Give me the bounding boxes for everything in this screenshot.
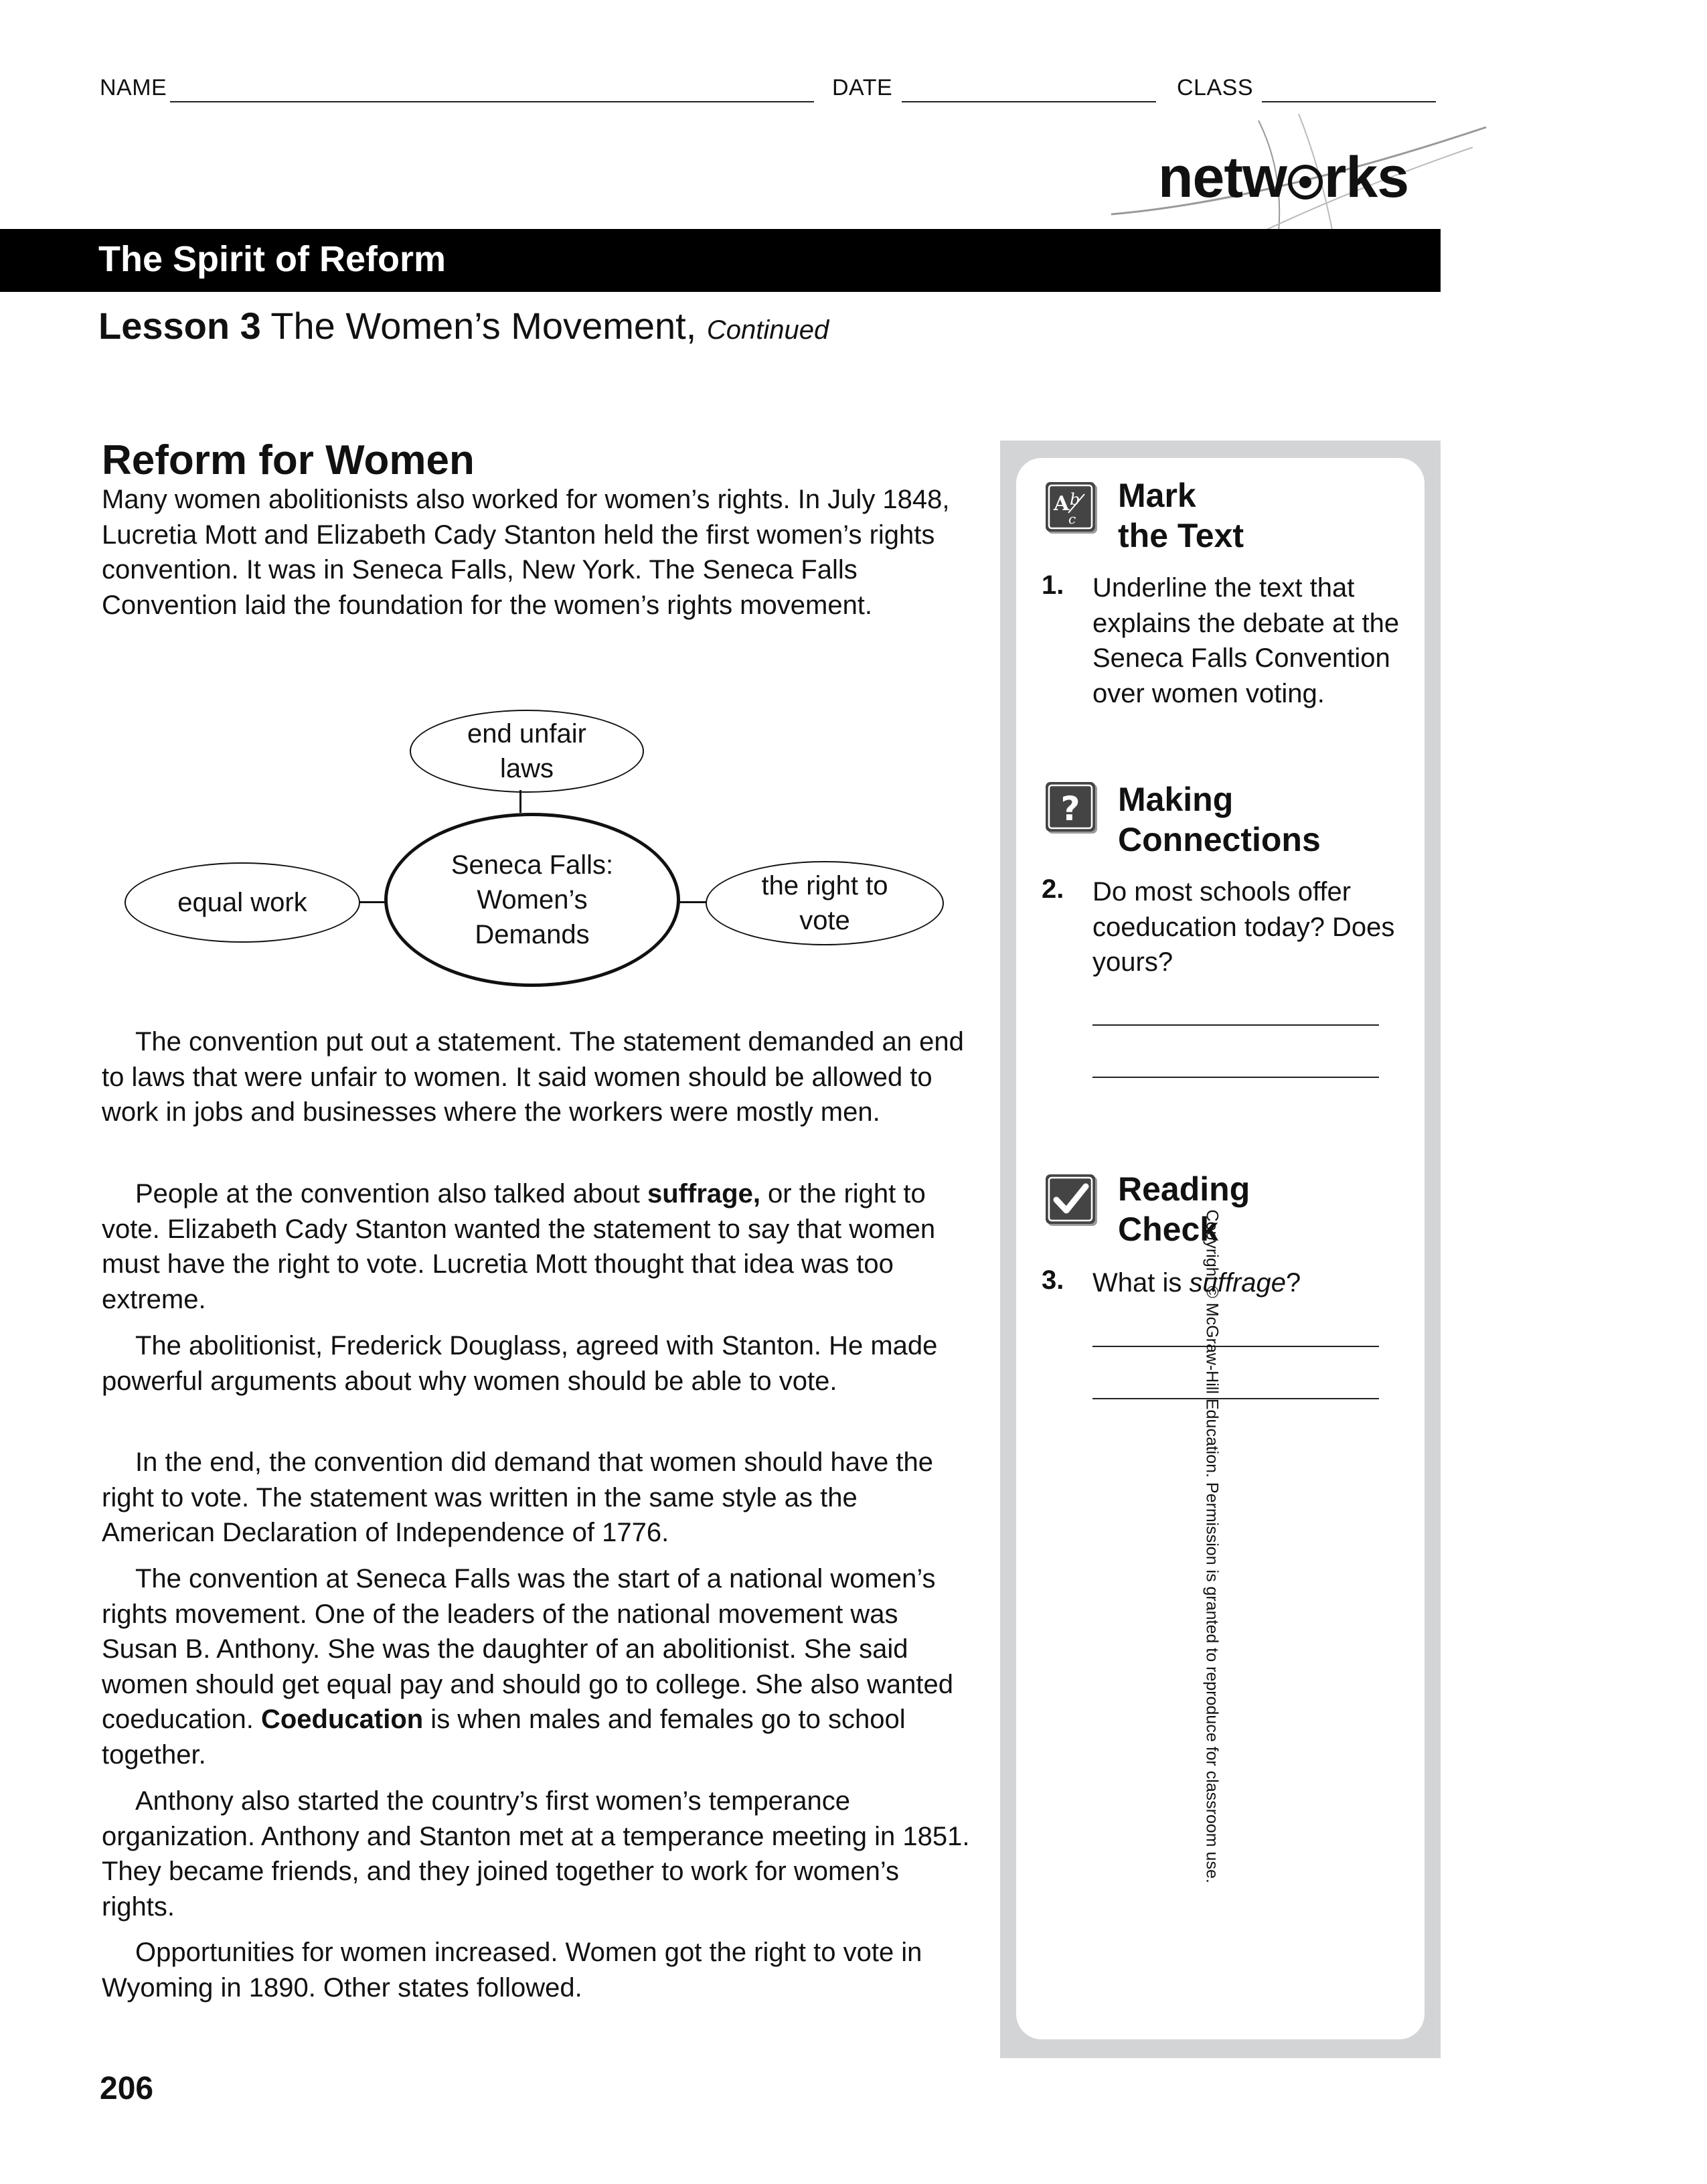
center-line2: Women’s xyxy=(477,885,588,915)
question-3-b: ? xyxy=(1286,1268,1301,1298)
demand-oval-right xyxy=(706,861,944,945)
name-blank[interactable] xyxy=(170,101,814,102)
question-2-text: Do most schools offer coeducation today? Does yours? xyxy=(1092,877,1395,977)
mark-text-heading xyxy=(1118,475,1244,556)
demand-oval-center xyxy=(384,813,680,987)
date-blank[interactable] xyxy=(902,101,1156,102)
demand-top-line2: laws xyxy=(499,754,554,783)
question-3-a: What is xyxy=(1092,1268,1190,1298)
paragraph-6: Anthony also started the country’s first women’s temperance organization. Anthony and Stanton met at a temperance meeting in 1851. They became friends, and they joined together to work for women’s rights. xyxy=(102,1786,970,1922)
demand-top-line1: end unfair xyxy=(467,719,586,749)
svg-text:b: b xyxy=(1070,490,1080,509)
svg-text:?: ? xyxy=(1060,789,1080,828)
question-1-number: 1. xyxy=(1042,570,1064,600)
lesson-label: Lesson 3 xyxy=(98,305,261,347)
making-heading-2: Connections xyxy=(1118,821,1321,858)
question-3-term: suffrage xyxy=(1189,1268,1287,1298)
term-coeducation: Coeducation xyxy=(260,1705,424,1734)
intro-paragraph: Many women abolitionists also worked for women’s rights. In July 1848, Lucretia Mott and Elizabeth Cady Stanton held the first women’s rights convention. It was in Seneca Falls, New York. The Seneca Falls Convention laid the foundation for the women’s rights movement. xyxy=(102,485,950,620)
svg-text:A: A xyxy=(1054,492,1070,516)
logo-prefix: netw xyxy=(1158,145,1287,210)
paragraph-1: The convention put out a statement. The statement demanded an end to laws that were unfair to women. It said women should be allowed to work in jobs and businesses where the workers were mostly men. xyxy=(102,1027,964,1127)
mark-heading-1: Mark xyxy=(1118,477,1196,514)
demand-oval-top xyxy=(410,710,644,793)
answer-3-line-2[interactable] xyxy=(1092,1398,1379,1399)
demand-right-line2: vote xyxy=(799,906,850,935)
lesson-continued: Continued xyxy=(706,315,829,345)
date-label: DATE xyxy=(832,75,893,100)
demand-right-line1: the right to xyxy=(761,871,888,901)
name-label: NAME xyxy=(100,75,167,100)
svg-text:c: c xyxy=(1068,511,1076,527)
question-2-number: 2. xyxy=(1042,874,1064,904)
term-suffrage: suffrage, xyxy=(647,1179,760,1208)
copyright-notice: Copyright © McGraw-Hill Education. Permission is granted to reproduce for classroom use. xyxy=(1202,1209,1222,1883)
checkmark-icon xyxy=(1046,1174,1095,1224)
question-3-text xyxy=(1092,1265,1407,1301)
paragraph-5-a: The convention at Seneca Falls was the start of a national women’s rights movement. One of the leaders of the national movement was Susan B. Anthony. She was the daughter of an abolitionist. She said women should get equal pay and should go to college. She also wanted coeducation. xyxy=(102,1564,954,1734)
paragraph-2 xyxy=(102,1176,972,1317)
mark-text-icon xyxy=(1046,482,1095,532)
lesson-title xyxy=(98,304,829,347)
mark-heading-2: the Text xyxy=(1118,517,1244,554)
answer-2-line-1[interactable] xyxy=(1092,1024,1379,1026)
paragraph-7: Opportunities for women increased. Women got the right to vote in Wyoming in 1890. Other states followed. xyxy=(102,1938,922,2003)
class-label: CLASS xyxy=(1177,75,1253,100)
center-line1: Seneca Falls: xyxy=(451,850,614,880)
answer-3-line-1[interactable] xyxy=(1092,1346,1379,1347)
question-mark-icon xyxy=(1046,782,1095,832)
networks-logo xyxy=(1158,145,1409,210)
connector-left xyxy=(359,901,386,903)
demand-oval-left xyxy=(125,862,360,943)
reading-check-heading xyxy=(1118,1169,1250,1249)
reading-heading-2: Check xyxy=(1118,1211,1219,1248)
question-1-text: Underline the text that explains the debate at the Seneca Falls Convention over women voting. xyxy=(1092,573,1400,708)
unit-title: The Spirit of Reform xyxy=(98,239,446,279)
demand-left-line1: equal work xyxy=(177,888,307,917)
logo-target-icon xyxy=(1288,165,1323,200)
connector-top xyxy=(519,790,521,813)
lesson-name: The Women’s Movement, xyxy=(270,305,697,347)
making-heading-1: Making xyxy=(1118,781,1234,818)
paragraph-4: In the end, the convention did demand that women should have the right to vote. The statement was written in the same style as the American Declaration of Independence of 1776. xyxy=(102,1448,933,1547)
paragraph-2-a: People at the convention also talked about xyxy=(135,1179,647,1208)
paragraph-3: The abolitionist, Frederick Douglass, agreed with Stanton. He made powerful arguments about why women should be able to vote. xyxy=(102,1331,938,1396)
paragraph-5 xyxy=(102,1561,972,1772)
page-number: 206 xyxy=(100,2071,154,2106)
center-line3: Demands xyxy=(475,920,590,949)
connector-right xyxy=(679,901,707,903)
class-blank[interactable] xyxy=(1262,101,1436,102)
reading-heading-1: Reading xyxy=(1118,1170,1250,1208)
paragraph-5-b: is when males and females go to school together. xyxy=(102,1705,906,1770)
section-heading: Reform for Women xyxy=(102,437,475,483)
making-connections-heading xyxy=(1118,779,1321,860)
logo-suffix: rks xyxy=(1323,145,1409,210)
answer-2-line-2[interactable] xyxy=(1092,1077,1379,1078)
paragraph-2-b: or the right to vote. Elizabeth Cady Stanton wanted the statement to say that women must have the right to vote. Lucretia Mott thought that idea was too extreme. xyxy=(102,1179,936,1314)
question-3-number: 3. xyxy=(1042,1265,1064,1295)
